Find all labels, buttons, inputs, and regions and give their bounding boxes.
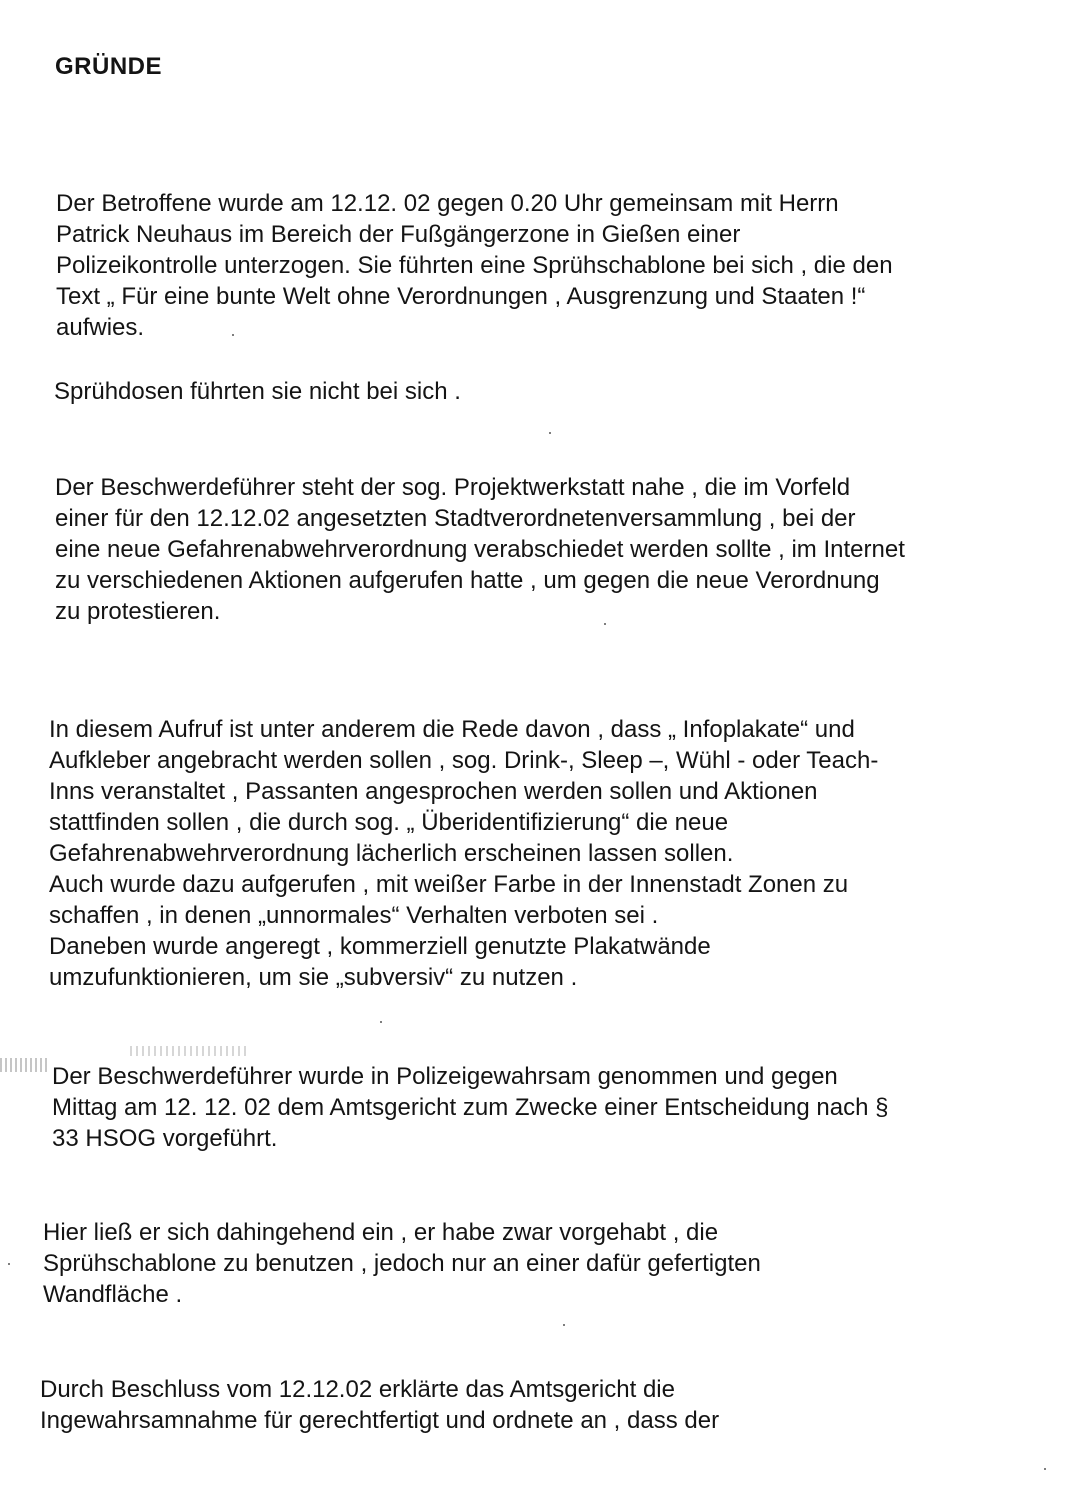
paragraph-1 [56, 188, 893, 343]
scan-speck [604, 623, 606, 625]
text-line: Sprühdosen führten sie nicht bei sich . [54, 378, 461, 405]
text-line: Durch Beschluss vom 12.12.02 erklärte das Amtsgericht die [40, 1376, 675, 1403]
paragraph-5 [52, 1061, 888, 1154]
text-line: Der Beschwerdeführer wurde in Polizeigewahrsam genommen und gegen [52, 1063, 838, 1090]
paragraph-7 [40, 1374, 719, 1436]
scan-speck [8, 1263, 10, 1265]
paragraph-3 [55, 472, 905, 627]
text-line: aufwies. [56, 314, 145, 341]
text-line: Polizeikontrolle unterzogen. Sie führten eine Sprühschablone bei sich , die den [56, 252, 893, 279]
scan-speck [549, 432, 551, 434]
text-line: eine neue Gefahrenabwehrverordnung verabschiedet werden sollte , im Internet [55, 536, 905, 563]
scan-speck [1044, 1468, 1046, 1470]
scan-speck [380, 1021, 382, 1023]
scan-speck [232, 334, 234, 336]
document-heading: GRÜNDE [55, 53, 163, 80]
text-line: zu verschiedenen Aktionen aufgerufen hatte , um gegen die neue Verordnung [55, 567, 880, 594]
text-line: schaffen , in denen „unnormales“ Verhalten verboten sei . [49, 902, 659, 929]
text-line: Aufkleber angebracht werden sollen , sog. Drink-, Sleep –, Wühl - oder Teach- [49, 747, 879, 774]
text-line: Ingewahrsamnahme für gerechtfertigt und ordnete an , dass der [40, 1407, 720, 1434]
text-line: stattfinden sollen , die durch sog. „ Überidentifizierung“ die neue [49, 809, 729, 836]
text-line: zu protestieren. [55, 598, 221, 625]
scan-smudge [0, 1058, 50, 1072]
text-line: Hier ließ er sich dahingehend ein , er habe zwar vorgehabt , die [43, 1219, 719, 1246]
text-line: Auch wurde dazu aufgerufen , mit weißer Farbe in der Innenstadt Zonen zu [49, 871, 849, 898]
paragraph-4 [49, 714, 878, 993]
text-line: umzufunktionieren, um sie „subversiv“ zu nutzen . [49, 964, 578, 991]
text-line: Der Beschwerdeführer steht der sog. Projektwerkstatt nahe , die im Vorfeld [55, 474, 851, 501]
text-line: Daneben wurde angeregt , kommerziell genutzte Plakatwände [49, 933, 711, 960]
text-line: Der Betroffene wurde am 12.12. 02 gegen 0.20 Uhr gemeinsam mit Herrn [56, 190, 839, 217]
text-line: Sprühschablone zu benutzen , jedoch nur an einer dafür gefertigten [43, 1250, 761, 1277]
text-line: einer für den 12.12.02 angesetzten Stadtverordnetenversammlung , bei der [55, 505, 856, 532]
scan-speck [563, 1324, 565, 1326]
text-line: 33 HSOG vorgeführt. [52, 1125, 278, 1152]
paragraph-6 [43, 1217, 761, 1310]
text-line: Text „ Für eine bunte Welt ohne Verordnungen , Ausgrenzung und Staaten !“ [56, 283, 866, 310]
text-line: Patrick Neuhaus im Bereich der Fußgängerzone in Gießen einer [56, 221, 741, 248]
text-line: In diesem Aufruf ist unter anderem die Rede davon , dass „ Infoplakate“ und [49, 716, 855, 743]
text-line: Inns veranstaltet , Passanten angesprochen werden sollen und Aktionen [49, 778, 818, 805]
text-line: Gefahrenabwehrverordnung lächerlich erscheinen lassen sollen. [49, 840, 734, 867]
paragraph-2 [54, 376, 461, 407]
text-line: Wandfläche . [43, 1281, 183, 1308]
text-line: Mittag am 12. 12. 02 dem Amtsgericht zum Zwecke einer Entscheidung nach § [52, 1094, 889, 1121]
scan-smudge [130, 1046, 250, 1056]
